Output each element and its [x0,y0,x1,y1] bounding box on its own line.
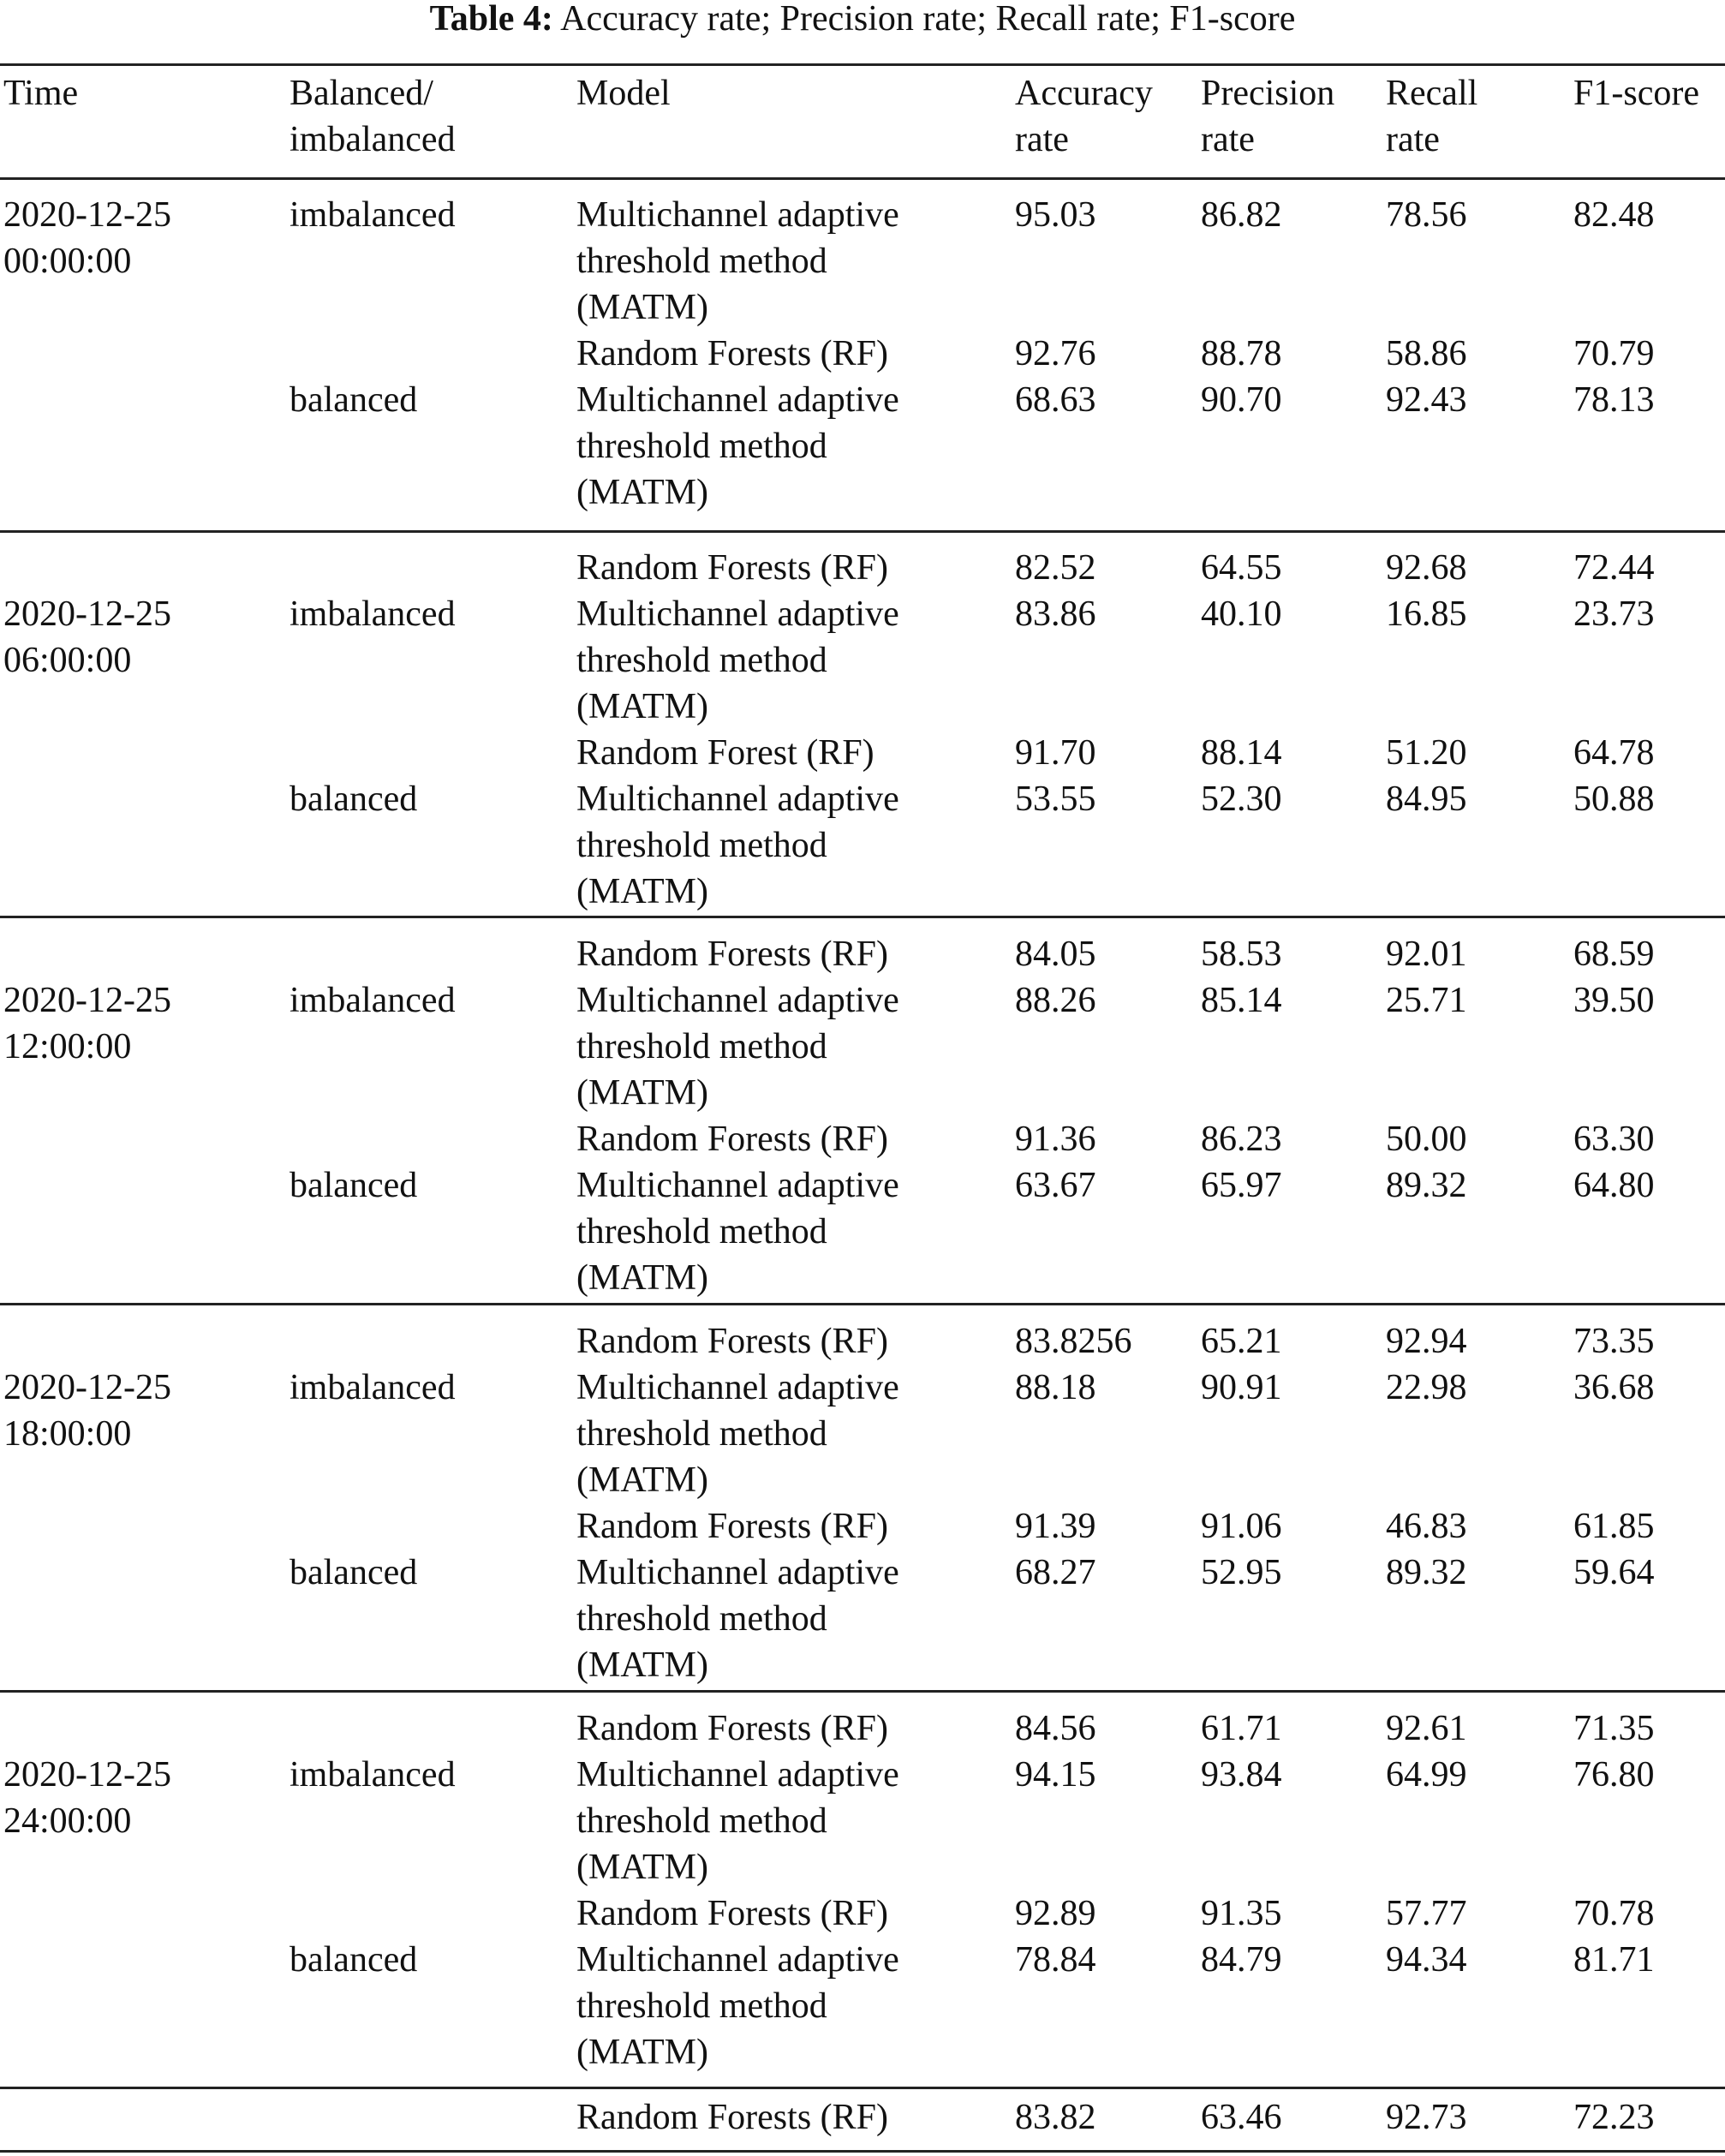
table-cell-balance: imbalanced [289,1368,456,1407]
table-cell-balance: balanced [289,1553,418,1592]
header-rule [0,177,1725,180]
table-cell-recall: 22.98 [1386,1368,1467,1407]
table-cell-precision: 85.14 [1201,981,1282,1020]
table-cell-f1: 36.68 [1573,1368,1655,1407]
table-cell-precision: 65.21 [1201,1322,1282,1361]
table-cell-recall: 92.73 [1386,2098,1467,2137]
table-cell-precision: 65.97 [1201,1166,1282,1205]
table-cell-model: Random Forests (RF) [576,334,889,373]
table-cell-precision: 52.30 [1201,779,1282,819]
table-cell-accuracy: 92.89 [1015,1894,1096,1933]
table-cell-recall: 92.43 [1386,380,1467,420]
table-cell-accuracy: 88.26 [1015,981,1096,1020]
table-cell-accuracy: 84.05 [1015,935,1096,974]
table-cell-model: Random Forests (RF) [576,1322,889,1361]
group-time: 2020-12-25 00:00:00 [3,195,171,281]
table-cell-model: Multichannel adaptive threshold method (MATM) [576,1755,899,1887]
group-rule [0,2087,1725,2089]
table-cell-f1: 70.78 [1573,1894,1655,1933]
table-cell-precision: 40.10 [1201,594,1282,634]
table-cell-recall: 51.20 [1386,733,1467,773]
table-cell-precision: 64.55 [1201,548,1282,588]
group-time: 2020-12-25 12:00:00 [3,981,171,1066]
table-cell-accuracy: 94.15 [1015,1755,1096,1795]
table-cell-f1: 72.23 [1573,2098,1655,2137]
table-cell-f1: 68.59 [1573,935,1655,974]
table-cell-accuracy: 88.18 [1015,1368,1096,1407]
table-cell-recall: 16.85 [1386,594,1467,634]
table-cell-balance: imbalanced [289,594,456,634]
table-cell-model: Multichannel adaptive threshold method (MATM) [576,195,899,327]
table-cell-recall: 92.01 [1386,935,1467,974]
table-cell-accuracy: 91.70 [1015,733,1096,773]
header-f1: F1-score [1573,74,1699,113]
table-cell-accuracy: 83.86 [1015,594,1096,634]
table-cell-model: Multichannel adaptive threshold method (MATM) [576,1368,899,1500]
top-rule [0,63,1725,66]
table-cell-accuracy: 68.63 [1015,380,1096,420]
table-cell-f1: 70.79 [1573,334,1655,373]
table-cell-recall: 92.68 [1386,548,1467,588]
table-cell-balance: imbalanced [289,195,456,235]
table-cell-recall: 89.32 [1386,1553,1467,1592]
table-cell-model: Random Forests (RF) [576,548,889,588]
table-cell-precision: 86.23 [1201,1120,1282,1159]
table-cell-recall: 92.94 [1386,1322,1467,1361]
table-cell-balance: balanced [289,1940,418,1980]
table-cell-f1: 39.50 [1573,981,1655,1020]
table-cell-accuracy: 83.82 [1015,2098,1096,2137]
table-cell-model: Multichannel adaptive threshold method (MATM) [576,1166,899,1298]
table-cell-model: Multichannel adaptive threshold method (MATM) [576,1553,899,1685]
table-cell-f1: 71.35 [1573,1709,1655,1748]
table-cell-precision: 88.14 [1201,733,1282,773]
table-cell-accuracy: 95.03 [1015,195,1096,235]
header-time: Time [3,74,79,113]
group-rule [0,916,1725,918]
table-cell-recall: 58.86 [1386,334,1467,373]
table-cell-precision: 63.46 [1201,2098,1282,2137]
table-cell-balance: balanced [289,380,418,420]
table-cell-precision: 90.70 [1201,380,1282,420]
table-cell-model: Multichannel adaptive threshold method (MATM) [576,1940,899,2072]
table-cell-balance: balanced [289,1166,418,1205]
table-caption-label: Table 4: [429,0,553,39]
table-cell-precision: 84.79 [1201,1940,1282,1980]
table-cell-f1: 61.85 [1573,1507,1655,1546]
table-cell-model: Multichannel adaptive threshold method (MATM) [576,380,899,512]
table-cell-precision: 86.82 [1201,195,1282,235]
header-model: Model [576,74,671,113]
table-cell-accuracy: 92.76 [1015,334,1096,373]
table-cell-balance: balanced [289,779,418,819]
group-rule [0,1303,1725,1305]
table-cell-f1: 81.71 [1573,1940,1655,1980]
header-precision: Precision rate [1201,74,1335,159]
table-cell-precision: 91.06 [1201,1507,1282,1546]
table-cell-precision: 90.91 [1201,1368,1282,1407]
table-cell-precision: 93.84 [1201,1755,1282,1795]
table-cell-balance: imbalanced [289,1755,456,1795]
table-cell-model: Random Forest (RF) [576,733,874,773]
bottom-rule [0,2150,1725,2153]
table-cell-model: Random Forests (RF) [576,1507,889,1546]
table-cell-model: Random Forests (RF) [576,1894,889,1933]
header-accuracy: Accuracy rate [1015,74,1153,159]
table-cell-recall: 84.95 [1386,779,1467,819]
table-cell-accuracy: 68.27 [1015,1553,1096,1592]
header-balance: Balanced/ imbalanced [289,74,456,159]
table-cell-f1: 63.30 [1573,1120,1655,1159]
header-recall: Recall rate [1386,74,1478,159]
table-cell-precision: 61.71 [1201,1709,1282,1748]
table-cell-model: Random Forests (RF) [576,2098,889,2137]
table-cell-f1: 82.48 [1573,195,1655,235]
table-cell-accuracy: 91.36 [1015,1120,1096,1159]
table-cell-precision: 58.53 [1201,935,1282,974]
table-cell-recall: 25.71 [1386,981,1467,1020]
table-cell-f1: 72.44 [1573,548,1655,588]
table-cell-model: Multichannel adaptive threshold method (MATM) [576,594,899,726]
table-cell-recall: 57.77 [1386,1894,1467,1933]
table-cell-f1: 23.73 [1573,594,1655,634]
table-cell-recall: 94.34 [1386,1940,1467,1980]
table-cell-recall: 46.83 [1386,1507,1467,1546]
table-cell-recall: 64.99 [1386,1755,1467,1795]
table-cell-model: Multichannel adaptive threshold method (MATM) [576,981,899,1113]
table-cell-accuracy: 84.56 [1015,1709,1096,1748]
table-cell-recall: 92.61 [1386,1709,1467,1748]
table-cell-precision: 91.35 [1201,1894,1282,1933]
table-cell-model: Random Forests (RF) [576,935,889,974]
table-cell-recall: 50.00 [1386,1120,1467,1159]
table-cell-accuracy: 83.8256 [1015,1322,1132,1361]
group-time: 2020-12-25 06:00:00 [3,594,171,680]
table-cell-precision: 88.78 [1201,334,1282,373]
table-cell-accuracy: 78.84 [1015,1940,1096,1980]
table-cell-accuracy: 53.55 [1015,779,1096,819]
table-cell-f1: 78.13 [1573,380,1655,420]
table-cell-f1: 50.88 [1573,779,1655,819]
table-cell-recall: 78.56 [1386,195,1467,235]
table-caption [0,0,1725,38]
table-cell-precision: 52.95 [1201,1553,1282,1592]
table-cell-f1: 64.80 [1573,1166,1655,1205]
table-cell-accuracy: 63.67 [1015,1166,1096,1205]
table-cell-f1: 59.64 [1573,1553,1655,1592]
table-cell-model: Random Forests (RF) [576,1709,889,1748]
table-cell-model: Random Forests (RF) [576,1120,889,1159]
table-cell-accuracy: 91.39 [1015,1507,1096,1546]
table-cell-f1: 73.35 [1573,1322,1655,1361]
group-rule [0,530,1725,533]
table-cell-accuracy: 82.52 [1015,548,1096,588]
table-cell-f1: 64.78 [1573,733,1655,773]
table-cell-model: Multichannel adaptive threshold method (MATM) [576,779,899,911]
table-cell-balance: imbalanced [289,981,456,1020]
table-caption-text: Accuracy rate; Precision rate; Recall rate; F1-score [560,0,1296,39]
table-cell-recall: 89.32 [1386,1166,1467,1205]
group-time: 2020-12-25 24:00:00 [3,1755,171,1841]
table-cell-f1: 76.80 [1573,1755,1655,1795]
group-time: 2020-12-25 18:00:00 [3,1368,171,1454]
group-rule [0,1690,1725,1693]
